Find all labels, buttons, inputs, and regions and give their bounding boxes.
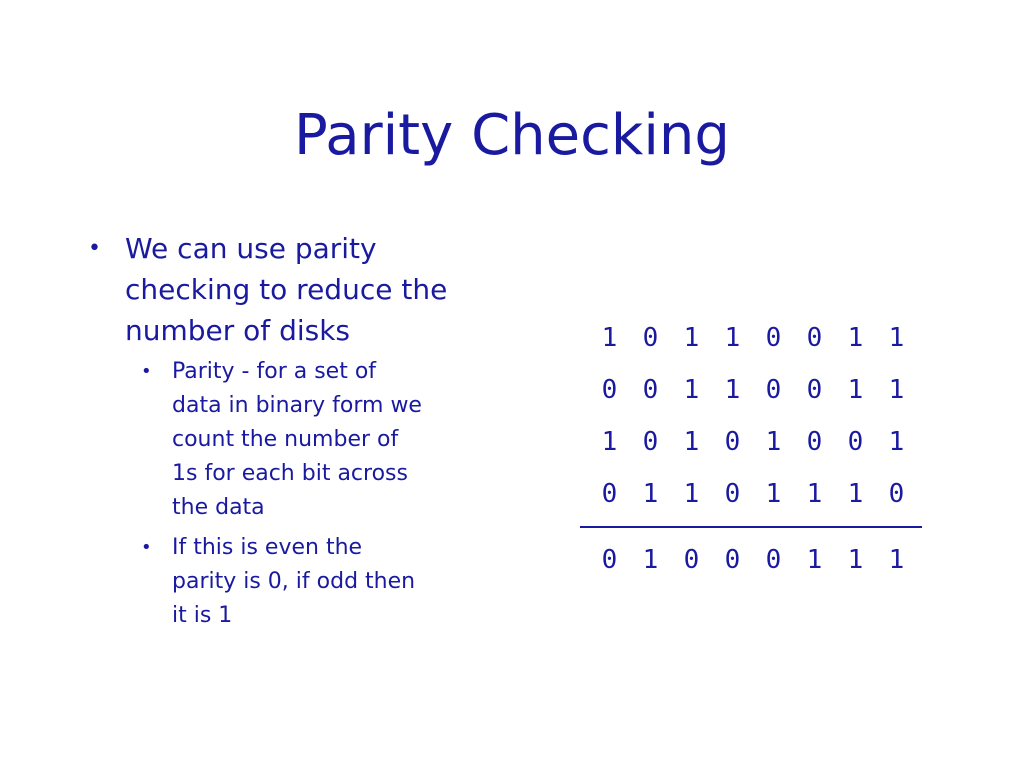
bit-cell: 1	[806, 479, 823, 509]
parity-table	[580, 312, 922, 586]
slide-title: Parity Checking	[294, 103, 730, 168]
parity-bit-cell: 0	[765, 545, 782, 575]
sub-bullet-list	[88, 355, 508, 633]
bit-cell: 1	[888, 427, 905, 457]
bit-cell: 1	[847, 323, 864, 353]
bit-cell: 1	[601, 323, 618, 353]
bit-cell: 0	[724, 479, 741, 509]
bit-cell: 1	[724, 375, 741, 405]
parity-bit-cell: 1	[806, 545, 823, 575]
bit-cell: 1	[847, 479, 864, 509]
bit-cell: 1	[683, 323, 700, 353]
bullet-item	[88, 228, 508, 351]
bit-cell: 0	[642, 427, 659, 457]
bullet-icon: •	[141, 361, 152, 382]
bit-cell: 1	[601, 427, 618, 457]
data-row	[580, 364, 922, 416]
data-row	[580, 416, 922, 468]
bullet-icon: •	[88, 236, 101, 261]
bit-cell: 1	[683, 375, 700, 405]
bit-cell: 0	[847, 427, 864, 457]
data-row	[580, 312, 922, 364]
bit-cell: 0	[765, 375, 782, 405]
sub-bullet-item	[88, 531, 422, 633]
parity-bit-cell: 1	[847, 545, 864, 575]
bit-cell: 0	[806, 427, 823, 457]
sub-bullet-text: Parity - for a set of data in binary form we count the number of 1s for each bit across the data	[172, 359, 422, 520]
bit-cell: 1	[888, 323, 905, 353]
parity-bit-cell: 1	[888, 545, 905, 575]
bit-cell: 1	[765, 427, 782, 457]
bullet-text: We can use parity checking to reduce the number of disks	[125, 232, 448, 347]
bit-cell: 1	[765, 479, 782, 509]
bullet-icon: •	[141, 537, 152, 558]
sub-bullet-item	[88, 355, 422, 525]
sum-divider-line	[580, 526, 922, 528]
bit-cell: 1	[642, 479, 659, 509]
bit-cell: 1	[888, 375, 905, 405]
parity-bit-cell: 1	[642, 545, 659, 575]
bit-cell: 0	[642, 323, 659, 353]
bullet-list	[88, 228, 508, 639]
bit-cell: 1	[847, 375, 864, 405]
bit-cell: 0	[601, 375, 618, 405]
bit-cell: 1	[683, 479, 700, 509]
bit-cell: 1	[683, 427, 700, 457]
parity-bit-cell: 0	[683, 545, 700, 575]
bit-cell: 0	[806, 323, 823, 353]
parity-bit-cell: 0	[601, 545, 618, 575]
bit-cell: 1	[724, 323, 741, 353]
bit-cell: 0	[888, 479, 905, 509]
bit-cell: 0	[765, 323, 782, 353]
data-row	[580, 468, 922, 520]
bit-cell: 0	[724, 427, 741, 457]
bit-cell: 0	[806, 375, 823, 405]
parity-bit-cell: 0	[724, 545, 741, 575]
sub-bullet-text: If this is even the parity is 0, if odd then it is 1	[172, 535, 416, 628]
parity-result-row	[580, 534, 922, 586]
bit-cell: 0	[642, 375, 659, 405]
bit-cell: 0	[601, 479, 618, 509]
